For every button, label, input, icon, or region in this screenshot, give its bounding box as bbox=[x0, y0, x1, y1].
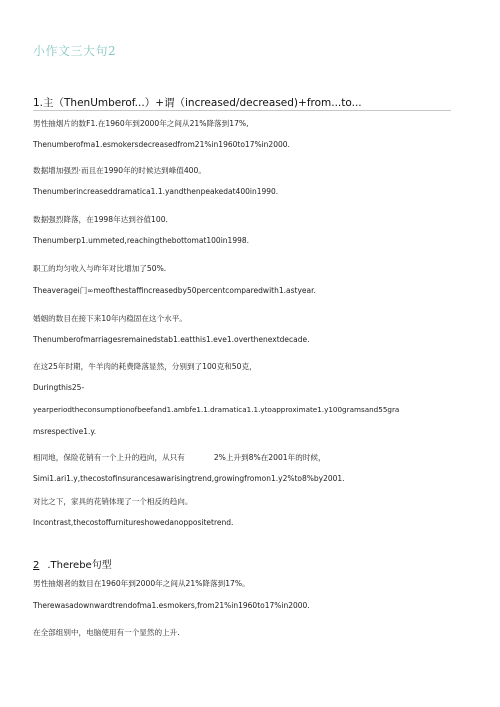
example-line: Therewasadownwardtrendofma1.esmokers,from21%in1960to17%in2000. bbox=[33, 601, 310, 610]
example-line: 婚姻的数目在接下来10年内稳固在这个水平。 bbox=[33, 314, 187, 323]
example-line: 男性抽烟片的数F1.在1960年到2000年之间从21%降落到17%, bbox=[33, 119, 249, 128]
example-line: Simi1.ari1.y,thecostofinsurancesawarisingtrend,growingfromon1.y2%to8%by2001. bbox=[33, 474, 345, 483]
example-line: 职工的均匀收入与昨年对比增加了50%. bbox=[33, 264, 167, 273]
example-line: Duringthis25- bbox=[33, 383, 85, 392]
document-title: 小作文三大句2 bbox=[33, 44, 117, 58]
example-line: 对比之下，家具的花销体现了一个相反的趋向。 bbox=[33, 497, 193, 506]
example-line: 男性抽烟者的数目在1960年到2000年之间从21%降落到17%。 bbox=[33, 579, 250, 588]
section-2-title: .Therebe句型 bbox=[47, 560, 112, 571]
example-line: 在这25年时期，牛羊肉的耗费降落显然，分别到了100克和50克， bbox=[33, 362, 257, 371]
example-line: Thenumberofmarriagesremainedstab1.eatthis1.eve1.overthenextdecade. bbox=[33, 335, 310, 344]
section-1-divider bbox=[33, 110, 451, 111]
example-line: Thenumberp1.ummeted,reachingthebottomat100in1998. bbox=[33, 236, 250, 245]
example-line: 数据强烈降落，在1998年达到谷值100. bbox=[33, 215, 168, 224]
example-line: Theaveragei门∞meofthestaffincreasedby50percentcomparedwith1.astyear. bbox=[33, 286, 316, 295]
example-line: 数据增加强烈·而且在1990年的时候达到峰值400。 bbox=[33, 166, 206, 175]
section-2-number: 2 bbox=[33, 560, 40, 571]
example-line: Thenumberofma1.esmokersdecreasedfrom21%in1960to17%in2000. bbox=[33, 140, 290, 149]
example-line: Incontrast,thecostoffurnitureshowedanoppositetrend. bbox=[33, 518, 234, 527]
example-line: msrespective1.y. bbox=[33, 427, 97, 436]
example-line: 相同地，保险花销有一个上升的趋向，从只有 2%上升到8%在2001年的时候， bbox=[33, 453, 326, 462]
example-line: Thenumberincreaseddramatica1.1.yandthenpeakedat400in1990. bbox=[33, 187, 279, 196]
example-line: 在全部组别中，电脑使用有一个显然的上升. bbox=[33, 628, 180, 637]
example-line: yearperiodtheconsumptionofbeefand1.ambfe1.1.dramatica1.1.ytoapproximate1.y100gramsand55gra bbox=[33, 405, 400, 414]
section-2-heading bbox=[33, 556, 112, 571]
section-1-heading: 1.主（ThenUmberof...）+谓（increased/decreased)+from...to... bbox=[33, 97, 362, 109]
